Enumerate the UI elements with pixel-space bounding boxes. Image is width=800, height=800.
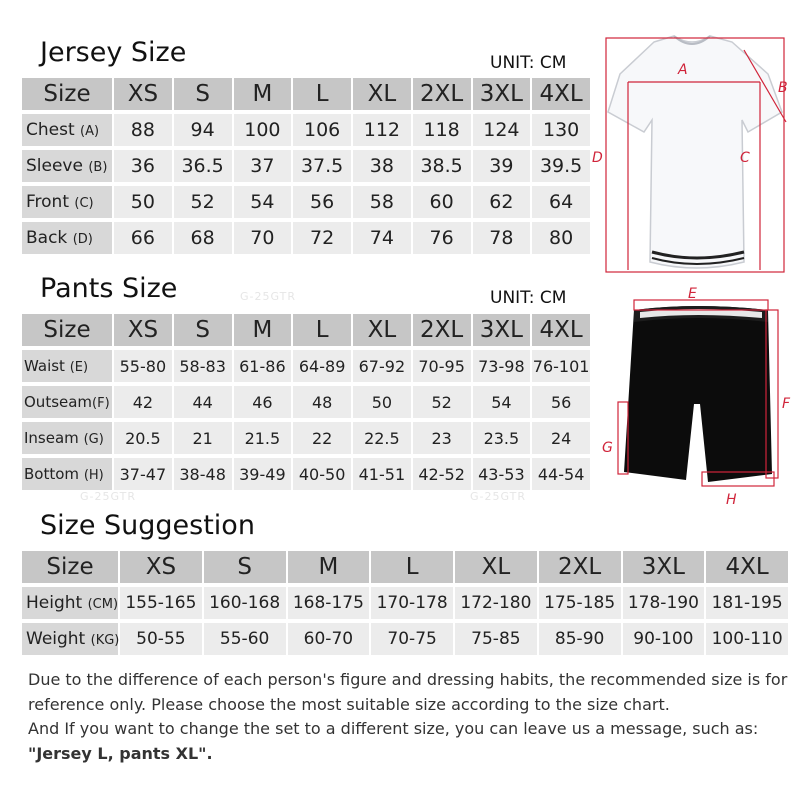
header-cell: L (293, 78, 351, 110)
pants-unit-label: UNIT: CM (490, 288, 567, 308)
row-label: Outseam(F) (22, 386, 112, 418)
table-cell: 38-48 (174, 458, 232, 490)
table-cell: 168-175 (288, 587, 370, 619)
table-cell: 74 (353, 222, 411, 254)
table-cell: 118 (413, 114, 471, 146)
header-cell: XL (353, 314, 411, 346)
table-cell: 73-98 (473, 350, 531, 382)
note-example: "Jersey L, pants XL". (28, 743, 213, 763)
table-cell: 37 (234, 150, 292, 182)
table-cell: 64 (532, 186, 590, 218)
size-suggestion-title: Size Suggestion (40, 510, 255, 541)
table-cell: 58-83 (174, 350, 232, 382)
table-cell: 50-55 (120, 623, 202, 655)
table-cell: 52 (413, 386, 471, 418)
table-row (22, 422, 590, 454)
table-cell: 42-52 (413, 458, 471, 490)
header-cell: Size (22, 551, 118, 583)
table-cell: 64-89 (293, 350, 351, 382)
watermark: G-25GTR (470, 490, 526, 503)
jersey-size-table (20, 74, 592, 258)
header-cell: XS (120, 551, 202, 583)
header-cell: XS (114, 314, 172, 346)
measure-label-b: B (778, 80, 788, 96)
table-cell: 175-185 (539, 587, 621, 619)
table-row (22, 623, 788, 655)
table-cell: 100 (234, 114, 292, 146)
table-cell: 39 (473, 150, 531, 182)
table-cell: 21.5 (234, 422, 292, 454)
table-row (22, 386, 590, 418)
table-row (22, 222, 590, 254)
table-cell: 37-47 (114, 458, 172, 490)
table-cell: 56 (293, 186, 351, 218)
header-cell: M (234, 78, 292, 110)
table-cell: 54 (234, 186, 292, 218)
table-cell: 39.5 (532, 150, 590, 182)
table-cell: 70-75 (371, 623, 453, 655)
table-cell: 80 (532, 222, 590, 254)
row-label: Back (D) (22, 222, 112, 254)
table-cell: 37.5 (293, 150, 351, 182)
header-cell: L (371, 551, 453, 583)
table-cell: 21 (174, 422, 232, 454)
pants-size-table (20, 310, 592, 494)
size-note (28, 668, 788, 766)
measure-label-c: C (740, 150, 750, 166)
table-cell: 88 (114, 114, 172, 146)
table-cell: 75-85 (455, 623, 537, 655)
table-header-row (22, 78, 590, 110)
jersey-size-title: Jersey Size (40, 37, 187, 68)
table-cell: 66 (114, 222, 172, 254)
table-cell: 70 (234, 222, 292, 254)
header-cell: 4XL (532, 314, 590, 346)
header-cell: M (234, 314, 292, 346)
table-cell: 106 (293, 114, 351, 146)
header-cell: 2XL (413, 314, 471, 346)
table-cell: 178-190 (623, 587, 705, 619)
table-cell: 94 (174, 114, 232, 146)
row-label: Weight (KG) (22, 623, 118, 655)
measure-label-e: E (688, 286, 697, 302)
table-cell: 38.5 (413, 150, 471, 182)
header-cell: 3XL (623, 551, 705, 583)
measure-label-f: F (782, 396, 791, 412)
table-cell: 124 (473, 114, 531, 146)
note-line-2: And If you want to change the set to a different size, you can leave us a message, such as: (28, 719, 759, 738)
table-row (22, 350, 590, 382)
pants-size-title: Pants Size (40, 273, 178, 304)
table-cell: 68 (174, 222, 232, 254)
header-cell: XL (353, 78, 411, 110)
header-cell: 4XL (706, 551, 788, 583)
measure-label-d: D (592, 150, 603, 166)
table-row (22, 114, 590, 146)
measure-label-h: H (726, 492, 737, 506)
row-label: Front (C) (22, 186, 112, 218)
table-cell: 52 (174, 186, 232, 218)
header-cell: 4XL (532, 78, 590, 110)
row-label: Waist (E) (22, 350, 112, 382)
table-cell: 36.5 (174, 150, 232, 182)
header-cell: S (174, 314, 232, 346)
table-cell: 22.5 (353, 422, 411, 454)
row-label: Height (CM) (22, 587, 118, 619)
table-cell: 42 (114, 386, 172, 418)
table-cell: 48 (293, 386, 351, 418)
table-cell: 170-178 (371, 587, 453, 619)
table-cell: 54 (473, 386, 531, 418)
table-cell: 56 (532, 386, 590, 418)
table-cell: 23 (413, 422, 471, 454)
header-cell: Size (22, 78, 112, 110)
table-row (22, 150, 590, 182)
watermark: G-25GTR (80, 490, 136, 503)
table-cell: 62 (473, 186, 531, 218)
table-cell: 172-180 (455, 587, 537, 619)
header-cell: S (204, 551, 286, 583)
table-cell: 90-100 (623, 623, 705, 655)
pants-diagram (596, 284, 800, 506)
table-cell: 112 (353, 114, 411, 146)
table-cell: 39-49 (234, 458, 292, 490)
header-cell: XS (114, 78, 172, 110)
table-header-row (22, 314, 590, 346)
table-row (22, 587, 788, 619)
table-cell: 50 (353, 386, 411, 418)
table-cell: 85-90 (539, 623, 621, 655)
table-cell: 41-51 (353, 458, 411, 490)
table-cell: 181-195 (706, 587, 788, 619)
table-cell: 44-54 (532, 458, 590, 490)
header-cell: 2XL (539, 551, 621, 583)
table-row (22, 186, 590, 218)
table-cell: 130 (532, 114, 590, 146)
table-cell: 46 (234, 386, 292, 418)
table-cell: 43-53 (473, 458, 531, 490)
note-line-1: Due to the difference of each person's figure and dressing habits, the recommended size is for reference only. Please choose the most suitable size according to the size chart. (28, 670, 788, 714)
table-cell: 50 (114, 186, 172, 218)
table-cell: 60 (413, 186, 471, 218)
jersey-diagram (592, 30, 800, 280)
table-cell: 36 (114, 150, 172, 182)
table-cell: 24 (532, 422, 590, 454)
header-cell: 3XL (473, 78, 531, 110)
row-label: Sleeve (B) (22, 150, 112, 182)
row-label: Bottom (H) (22, 458, 112, 490)
table-cell: 44 (174, 386, 232, 418)
row-label: Inseam (G) (22, 422, 112, 454)
table-cell: 55-80 (114, 350, 172, 382)
table-cell: 155-165 (120, 587, 202, 619)
table-cell: 20.5 (114, 422, 172, 454)
table-cell: 23.5 (473, 422, 531, 454)
table-cell: 72 (293, 222, 351, 254)
table-cell: 67-92 (353, 350, 411, 382)
table-cell: 40-50 (293, 458, 351, 490)
header-cell: Size (22, 314, 112, 346)
table-cell: 60-70 (288, 623, 370, 655)
table-cell: 78 (473, 222, 531, 254)
table-cell: 76 (413, 222, 471, 254)
table-cell: 76-101 (532, 350, 590, 382)
table-row (22, 458, 590, 490)
jersey-unit-label: UNIT: CM (490, 53, 567, 73)
header-cell: L (293, 314, 351, 346)
measure-label-g: G (602, 440, 613, 456)
header-cell: S (174, 78, 232, 110)
pants-shorts-image (624, 306, 772, 482)
header-cell: M (288, 551, 370, 583)
measure-label-a: A (678, 62, 688, 78)
table-cell: 160-168 (204, 587, 286, 619)
table-cell: 70-95 (413, 350, 471, 382)
size-suggestion-table (20, 547, 790, 659)
header-cell: 3XL (473, 314, 531, 346)
table-cell: 58 (353, 186, 411, 218)
table-cell: 55-60 (204, 623, 286, 655)
row-label: Chest (A) (22, 114, 112, 146)
table-cell: 61-86 (234, 350, 292, 382)
header-cell: 2XL (413, 78, 471, 110)
table-cell: 100-110 (706, 623, 788, 655)
table-cell: 38 (353, 150, 411, 182)
table-header-row (22, 551, 788, 583)
watermark: G-25GTR (240, 290, 296, 303)
header-cell: XL (455, 551, 537, 583)
table-cell: 22 (293, 422, 351, 454)
